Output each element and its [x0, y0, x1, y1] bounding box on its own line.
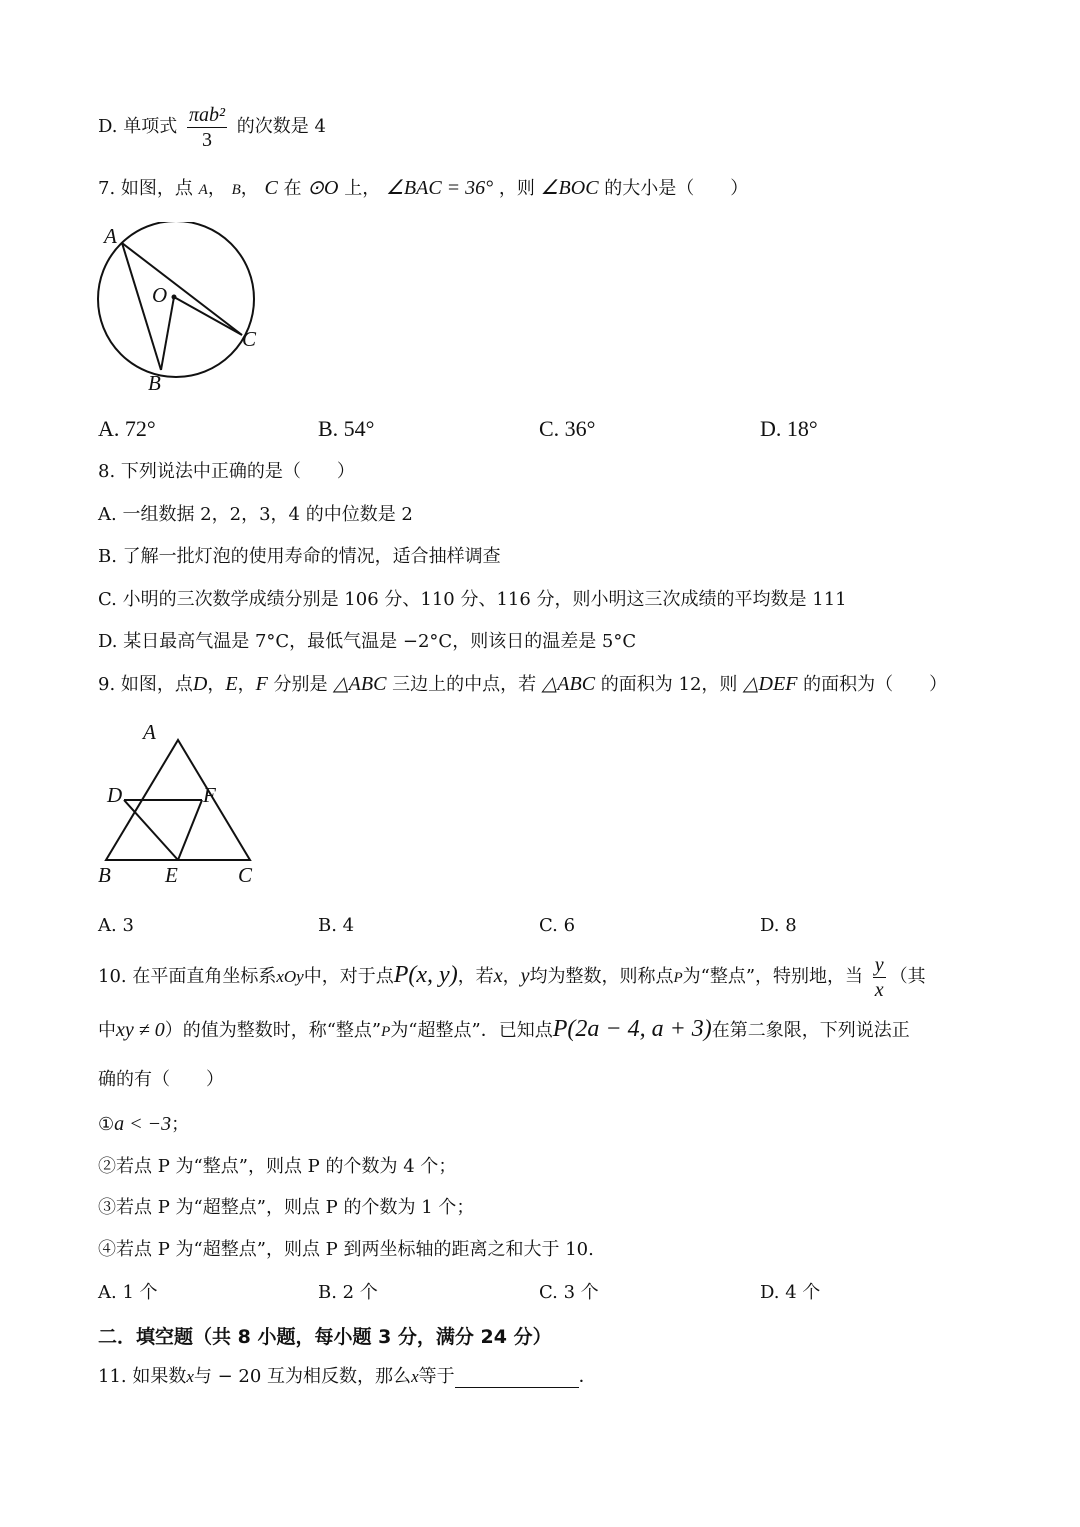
q10-item-4: ④若点 P 为“超整点”，则点 P 到两坐标轴的距离之和大于 10. — [98, 1239, 594, 1260]
punct: ； — [171, 1114, 190, 1135]
var-x: x — [186, 1367, 194, 1386]
var-p: P — [673, 970, 683, 986]
stem-text: 上， — [344, 178, 381, 199]
fraction-denominator: x — [874, 978, 884, 1001]
fraction-y-over-x — [873, 953, 886, 1002]
q7-option-a[interactable]: A. 72° — [98, 416, 156, 441]
q9-stem — [98, 673, 947, 696]
fraction — [187, 103, 227, 152]
q7-option-b[interactable]: B. 54° — [318, 416, 375, 441]
stem-text: 中 — [98, 1020, 116, 1041]
q6-option-d — [98, 102, 326, 152]
punct: ． — [578, 1366, 597, 1387]
q11-stem — [98, 1366, 597, 1388]
segment-de — [124, 800, 178, 860]
inequality: a < −3 — [114, 1113, 172, 1135]
q9-option-c[interactable]: C. 6 — [539, 915, 576, 936]
q8-option-b[interactable]: B. 了解一批灯泡的使用寿命的情况，适合抽样调查 — [98, 546, 501, 567]
var-f: F — [255, 673, 268, 695]
label-d: D — [107, 783, 123, 807]
option-label: D. — [98, 116, 118, 137]
var-x: x — [411, 1367, 419, 1386]
segment-fe — [178, 800, 202, 860]
xy-not-zero: xy ≠ 0 — [116, 1019, 165, 1041]
triangle-abc: △ABC — [541, 673, 596, 695]
q10-stem-line2 — [98, 1018, 910, 1043]
stem-text: ，则 — [498, 178, 535, 199]
label-c: C — [238, 863, 253, 887]
label-c: C — [242, 327, 257, 351]
stem-text: 分别是 — [273, 674, 328, 695]
punct: ， — [502, 966, 521, 987]
stem-text: 在 — [283, 178, 302, 199]
label-a: A — [143, 720, 156, 744]
q10-option-b[interactable]: B. 2 个 — [318, 1282, 378, 1303]
label-a: A — [104, 224, 117, 248]
option-text: 的次数是 4 — [236, 116, 326, 137]
label-e: E — [165, 863, 178, 887]
var-x: x — [493, 965, 503, 987]
point-p-xy: P(x, y) — [393, 962, 458, 988]
q7-circle-figure — [90, 222, 270, 397]
q10-stem-line3: 确的有（ ） — [98, 1069, 224, 1090]
fraction-numerator: πab² — [188, 103, 225, 126]
label-f: F — [203, 783, 216, 807]
q9-option-b[interactable]: B. 4 — [318, 915, 355, 936]
q8-option-a[interactable]: A. 一组数据 2，2，3，4 的中位数是 2 — [98, 504, 413, 525]
stem-text: 11. 如果数 — [98, 1366, 187, 1387]
stem-text: 与 − 20 互为相反数，那么 — [193, 1366, 412, 1387]
q10-item-3: ③若点 P 为“超整点”，则点 P 的个数为 1 个； — [98, 1197, 475, 1218]
stem-text: 9. 如图，点 — [98, 674, 193, 695]
var-y: y — [520, 965, 530, 987]
stem-text: 的面积为（ ） — [803, 674, 948, 695]
var-a: A — [198, 182, 208, 198]
label-o: O — [152, 283, 168, 307]
q7-stem — [98, 177, 748, 201]
section-heading: 二．填空题（共 8 小题，每小题 3 分，满分 24 分） — [98, 1326, 552, 1348]
stem-text: 为“整点”，特别地，当 — [682, 966, 864, 987]
punct: ， — [237, 674, 256, 695]
q8-stem: 8. 下列说法中正确的是（ ） — [98, 461, 355, 482]
stem-text: 均为整数，则称点 — [529, 966, 674, 987]
stem-text: 的面积为 12，则 — [600, 674, 738, 695]
stem-text: ）的值为整数时，称“整点” — [164, 1020, 382, 1041]
label-b: B — [148, 371, 161, 395]
segment-ac — [122, 243, 242, 335]
stem-text: 三边上的中点，若 — [392, 674, 537, 695]
q7-option-c[interactable]: C. 36° — [539, 416, 596, 441]
punct: ， — [240, 178, 259, 199]
punct: ， — [207, 674, 226, 695]
q8-option-c[interactable]: C. 小明的三次数学成绩分别是 106 分、110 分、116 分，则小明这三次成绩的平均数是 111 — [98, 589, 847, 610]
q7-option-d[interactable]: D. 18° — [760, 416, 818, 441]
xoy: xOy — [276, 967, 304, 986]
stem-text: 的大小是（ ） — [604, 178, 749, 199]
question-number: 7. — [98, 178, 116, 199]
segment-ob — [161, 297, 174, 370]
stem-text: 等于 — [418, 1366, 455, 1387]
q10-item-1 — [98, 1113, 189, 1136]
fraction-numerator: y — [874, 953, 884, 976]
q10-option-c[interactable]: C. 3 个 — [539, 1282, 599, 1303]
segment-oc — [174, 297, 242, 335]
point-p-expression: P(2a − 4, a + 3) — [552, 1016, 712, 1042]
var-b: B — [231, 182, 241, 198]
answer-blank[interactable] — [455, 1369, 579, 1388]
triangle-abc: △ABC — [333, 673, 387, 695]
q9-option-a[interactable]: A. 3 — [98, 915, 134, 936]
stem-text: 在第二象限，下列说法正 — [711, 1020, 910, 1041]
center-point — [172, 295, 177, 300]
triangle-def: △DEF — [743, 673, 798, 695]
angle-bac: ∠BAC = 36° — [385, 177, 494, 199]
item-marker: ① — [98, 1114, 115, 1135]
q9-option-d[interactable]: D. 8 — [760, 915, 797, 936]
var-e: E — [225, 673, 238, 695]
stem-text: 中，对于点 — [303, 966, 394, 987]
punct: ， — [207, 178, 226, 199]
stem-text: ，若 — [457, 966, 494, 987]
q10-option-a[interactable]: A. 1 个 — [98, 1282, 158, 1303]
var-p: P — [381, 1024, 391, 1040]
circle-o-shape — [98, 222, 254, 377]
q10-item-2: ②若点 P 为“整点”，则点 P 的个数为 4 个； — [98, 1156, 457, 1177]
stem-text: 10. 在平面直角坐标系 — [98, 966, 277, 987]
stem-text: 如图，点 — [120, 178, 193, 199]
q10-option-d[interactable]: D. 4 个 — [760, 1282, 821, 1303]
var-c: C — [264, 177, 278, 199]
angle-boc: ∠BOC — [540, 177, 599, 199]
circle-o: ⊙O — [307, 177, 339, 199]
option-text: 单项式 — [123, 116, 178, 137]
var-d: D — [192, 673, 208, 695]
fraction-denominator: 3 — [201, 128, 212, 151]
stem-text: （其 — [889, 966, 926, 987]
q9-triangle-figure — [92, 718, 272, 890]
q10-stem-line1 — [98, 949, 926, 1001]
q8-option-d[interactable]: D. 某日最高气温是 7°C，最低气温是 −2°C，则该日的温差是 5°C — [98, 631, 637, 652]
stem-text: 为“超整点”．已知点 — [390, 1020, 553, 1041]
label-b: B — [98, 863, 111, 887]
